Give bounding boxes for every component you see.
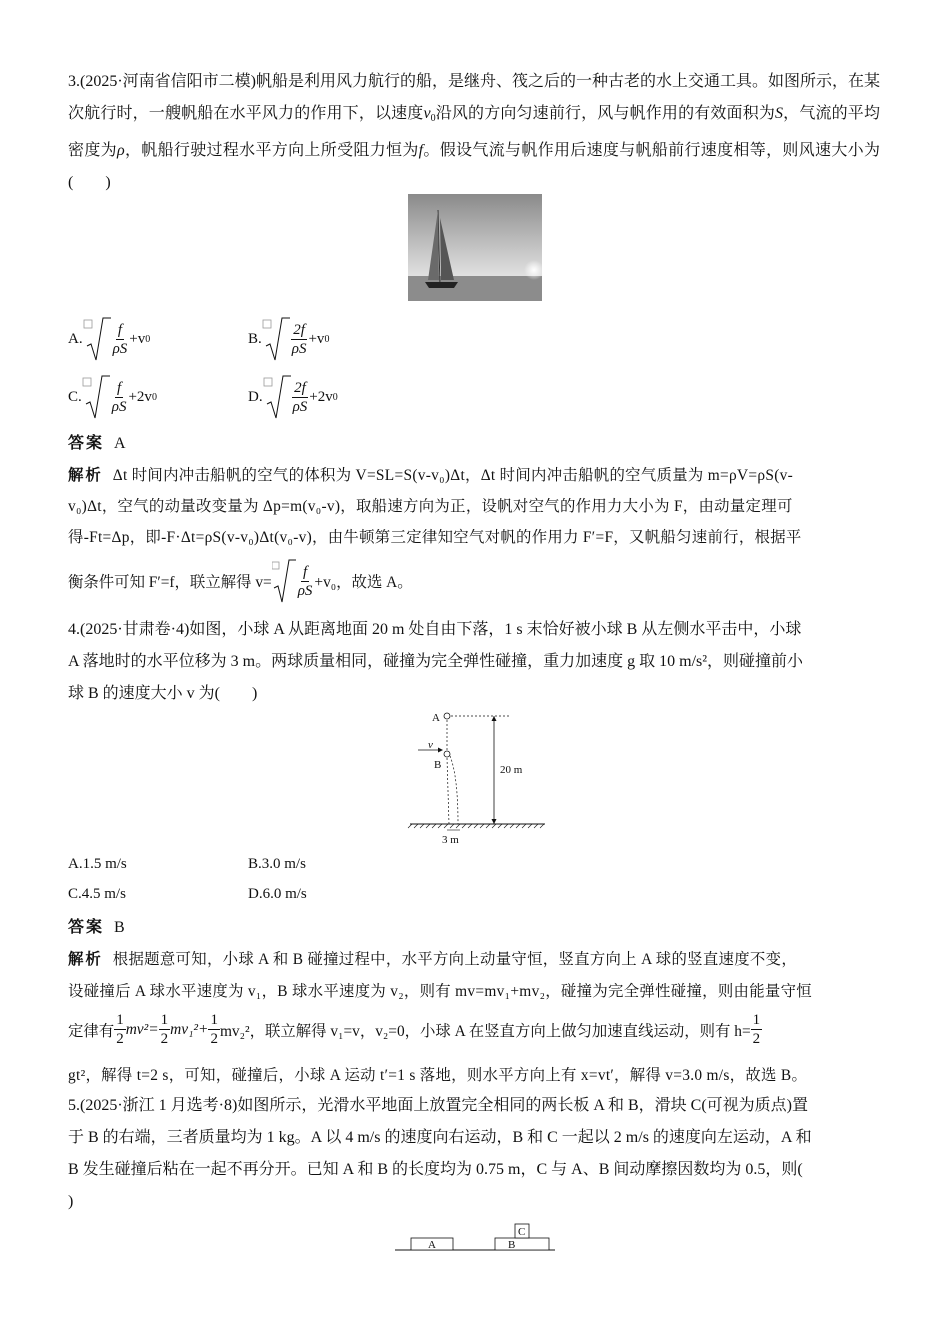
stem-text: A 落地时的水平位移为 3 m。两球质量相同，碰撞为完全弹性碰撞，重力加速度 g 取 10 m/s²，则碰撞前小: [68, 653, 804, 670]
q3-stem: [68, 66, 880, 199]
option-tail: +v: [308, 330, 325, 347]
denominator: ρS: [291, 340, 307, 357]
radical: [272, 558, 315, 604]
analysis-eq: mv²=: [125, 1020, 159, 1038]
label-b: B: [508, 1239, 516, 1251]
q4-answer: [68, 916, 125, 940]
q3-answer: [68, 432, 126, 456]
plate-b: [495, 1238, 549, 1250]
q4-option-a[interactable]: A.1.5 m/s: [68, 856, 127, 872]
denominator: ρS: [297, 582, 313, 599]
ball-b: [444, 751, 450, 757]
answer-value: A: [114, 435, 126, 452]
denominator: 2: [752, 1031, 761, 1047]
option-letter: C.: [68, 388, 82, 405]
option-letter: A.: [68, 330, 83, 347]
stem-text: B 发生碰撞后粘在一起不再分开。已知 A 和 B 的长度均为 0.75 m，C 与 A、B 间动摩擦因数均为 0.5，则(: [68, 1161, 803, 1178]
numerator: f: [117, 321, 123, 338]
analysis-label: 解析: [68, 951, 103, 968]
q4-option-d[interactable]: D.6.0 m/s: [248, 886, 307, 902]
trajectory-b: [447, 758, 449, 824]
q4-option-c[interactable]: C.4.5 m/s: [68, 886, 126, 902]
q4-analysis-line-2: [68, 980, 812, 1004]
fraction-half: [159, 1011, 171, 1048]
q5-stem-line-2: [68, 1126, 812, 1150]
label-b: B: [434, 759, 442, 771]
option-tail: +2v: [309, 388, 333, 405]
distance-label: 3 m: [442, 834, 459, 846]
radical: [263, 374, 310, 420]
denominator: ρS: [112, 340, 128, 357]
label-v: v: [428, 739, 433, 751]
q3-rho: ρ: [116, 142, 125, 159]
denominator: ρS: [292, 398, 308, 415]
q3-option-a[interactable]: [68, 316, 150, 362]
fraction-half: [751, 1011, 763, 1048]
option-tail: +2v: [128, 388, 152, 405]
q4-analysis-line-1: [68, 948, 797, 972]
analysis-text: 定律有: [68, 1022, 115, 1040]
fraction-half: [208, 1011, 220, 1048]
height-arrow-bottom-icon: [492, 819, 497, 824]
denominator: 2: [160, 1031, 169, 1047]
option-letter: B.: [248, 330, 262, 347]
radical: [83, 316, 130, 362]
q3-v0: v: [423, 105, 431, 122]
radical: [262, 316, 309, 362]
fraction: [290, 321, 309, 358]
q5-stem-line-4: [68, 1190, 73, 1214]
stem-text: 于 B 的右端，三者质量均为 1 kg。A 以 4 m/s 的速度向右运动，B 和 C 一起以 2 m/s 的速度向左运动，A 和: [68, 1129, 812, 1146]
analysis-text: gt²，解得 t=2 s，可知，碰撞后，小球 A 运动 t′=1 s 落地，则水平方向上有 x=vt′，解得 v=3.0 m/s，故选 B。: [68, 1067, 808, 1084]
answer-label: 答案: [68, 435, 105, 452]
numerator: 2f: [293, 321, 305, 338]
fraction: [110, 379, 129, 416]
analysis-text: +v₀，故选 A。: [314, 574, 413, 591]
q4-stem-line-3: [68, 682, 257, 706]
analysis-eq: mv₁²+: [170, 1020, 209, 1038]
fraction-half: [114, 1011, 126, 1048]
option-sub: 0: [151, 391, 157, 403]
denominator: 2: [116, 1031, 124, 1047]
label-a: A: [428, 1239, 436, 1251]
label-a: A: [432, 712, 440, 724]
stem-text: 5.(2025·浙江 1 月选考·8)如图所示，光滑水平地面上放置完全相同的两长板 A 和 B，滑块 C(可视为质点)置: [68, 1097, 808, 1114]
sailboat-photo: [408, 194, 542, 301]
q5-stem-line-3: [68, 1158, 803, 1182]
stem-text: ): [68, 1193, 74, 1210]
q3-analysis-line-4: [68, 558, 413, 604]
q3-analysis-line-1: [68, 464, 793, 488]
analysis-text: v₀)Δt，空气的动量改变量为 Δp=m(v₀-v)，取船速方向为正，设帆对空气的作用力大小为 F，由动量定理可: [68, 498, 793, 515]
velocity-arrowhead-icon: [438, 748, 443, 753]
radical-sign-icon: [272, 558, 296, 604]
numerator: f: [302, 563, 308, 580]
numerator: 2f: [294, 379, 306, 396]
q3-stem-text-3: ，气流的平均密度为: [68, 105, 880, 159]
ball-a: [444, 713, 450, 719]
q3-f: f: [418, 142, 424, 159]
q3-option-b[interactable]: [248, 316, 329, 362]
q3-stem-text-2: 沿风的方向匀速前行，风与帆作用的有效面积为: [435, 105, 776, 122]
option-sub: 0: [145, 333, 151, 345]
option-tail: +v: [129, 330, 146, 347]
fraction: [291, 379, 310, 416]
numerator: 1: [116, 1012, 124, 1028]
label-c: C: [518, 1226, 526, 1238]
option-letter: D.: [248, 388, 263, 405]
numerator: f: [117, 379, 122, 396]
stem-text: 球 B 的速度大小 v 为( ): [68, 685, 258, 702]
analysis-text: 得-Ft=Δp，即-F·Δt=ρS(v-v₀)Δt(v₀-v)，由牛顿第三定律知空气对帆的作用力 F′=F，又帆船匀速前行，根据平: [68, 529, 802, 546]
radical: [82, 374, 129, 420]
q5-plates-figure: [395, 1220, 555, 1254]
analysis-text: mv₂²，联立解得 v₁=v，v₂=0，小球 A 在竖直方向上做匀加速直线运动，则有 h=: [219, 1022, 751, 1040]
q3-option-d[interactable]: [248, 374, 338, 420]
q4-analysis-line-3: [68, 1011, 762, 1048]
radical-sign-icon: [82, 374, 110, 420]
numerator: 1: [752, 1012, 761, 1028]
q4-analysis-line-4: [68, 1064, 807, 1088]
denominator: 2: [210, 1031, 218, 1047]
radical-sign-icon: [263, 374, 291, 420]
option-sub: 0: [324, 333, 330, 345]
radical-sign-icon: [262, 316, 290, 362]
q3-stem-text-1: 3.(2025·河南省信阳市二模)帆船是利用风力航行的船，是继舟、筏之后的一种古老的水上交通工具。如图所示，在某次航行时，一艘帆船在水平风力的作用下，以速度: [68, 73, 880, 122]
q3-stem-text-5: 。假设气流与帆作用后速度与帆船前行速度相等，则风速大小为( ): [68, 142, 880, 191]
q3-analysis-line-3: [68, 526, 802, 550]
answer-label: 答案: [68, 919, 105, 936]
q4-collision-figure: [400, 706, 550, 848]
fraction: [296, 563, 315, 600]
stem-text: 4.(2025·甘肃卷·4)如图，小球 A 从距离地面 20 m 处自由下落，1 s 末恰好被小球 B 从左侧水平击中，小球: [68, 621, 802, 638]
q3-stem-text-4: ，帆船行驶过程水平方向上所受阻力恒为: [124, 142, 419, 159]
denominator: ρS: [111, 398, 127, 415]
q3-S: S: [775, 105, 784, 122]
q4-stem-line-2: [68, 650, 803, 674]
fraction: [111, 321, 130, 358]
analysis-text: 设碰撞后 A 球水平速度为 v₁，B 球水平速度为 v₂，则有 mv=mv₁+mv₂，碰撞为完全弹性碰撞，则由能量守恒: [68, 983, 812, 1000]
q4-option-b[interactable]: B.3.0 m/s: [248, 856, 306, 872]
q5-stem-line-1: [68, 1094, 808, 1118]
answer-value: B: [114, 919, 125, 936]
q3-analysis-line-2: [68, 495, 793, 519]
q3-option-c[interactable]: [68, 374, 157, 420]
radical-sign-icon: [83, 316, 111, 362]
analysis-label: 解析: [68, 467, 103, 484]
analysis-text: 衡条件可知 F′=f，联立解得 v=: [68, 574, 272, 591]
analysis-text: 根据题意可知，小球 A 和 B 碰撞过程中，水平方向上动量守恒，竖直方向上 A 球的竖直速度不变，: [112, 951, 798, 968]
q4-stem-line-1: [68, 618, 801, 642]
q3-v0-sub: 0: [430, 113, 436, 124]
height-label: 20 m: [500, 764, 523, 776]
numerator: 1: [210, 1012, 218, 1028]
option-sub: 0: [332, 391, 338, 403]
height-arrow-top-icon: [492, 716, 497, 721]
numerator: 1: [160, 1012, 169, 1028]
ground-hatch: [408, 824, 544, 828]
trajectory-a: [450, 756, 458, 824]
analysis-text: Δt 时间内冲击船帆的空气的体积为 V=SL=S(v-v₀)Δt，Δt 时间内冲击船帆的空气质量为 m=ρV=ρS(v-: [112, 467, 794, 484]
